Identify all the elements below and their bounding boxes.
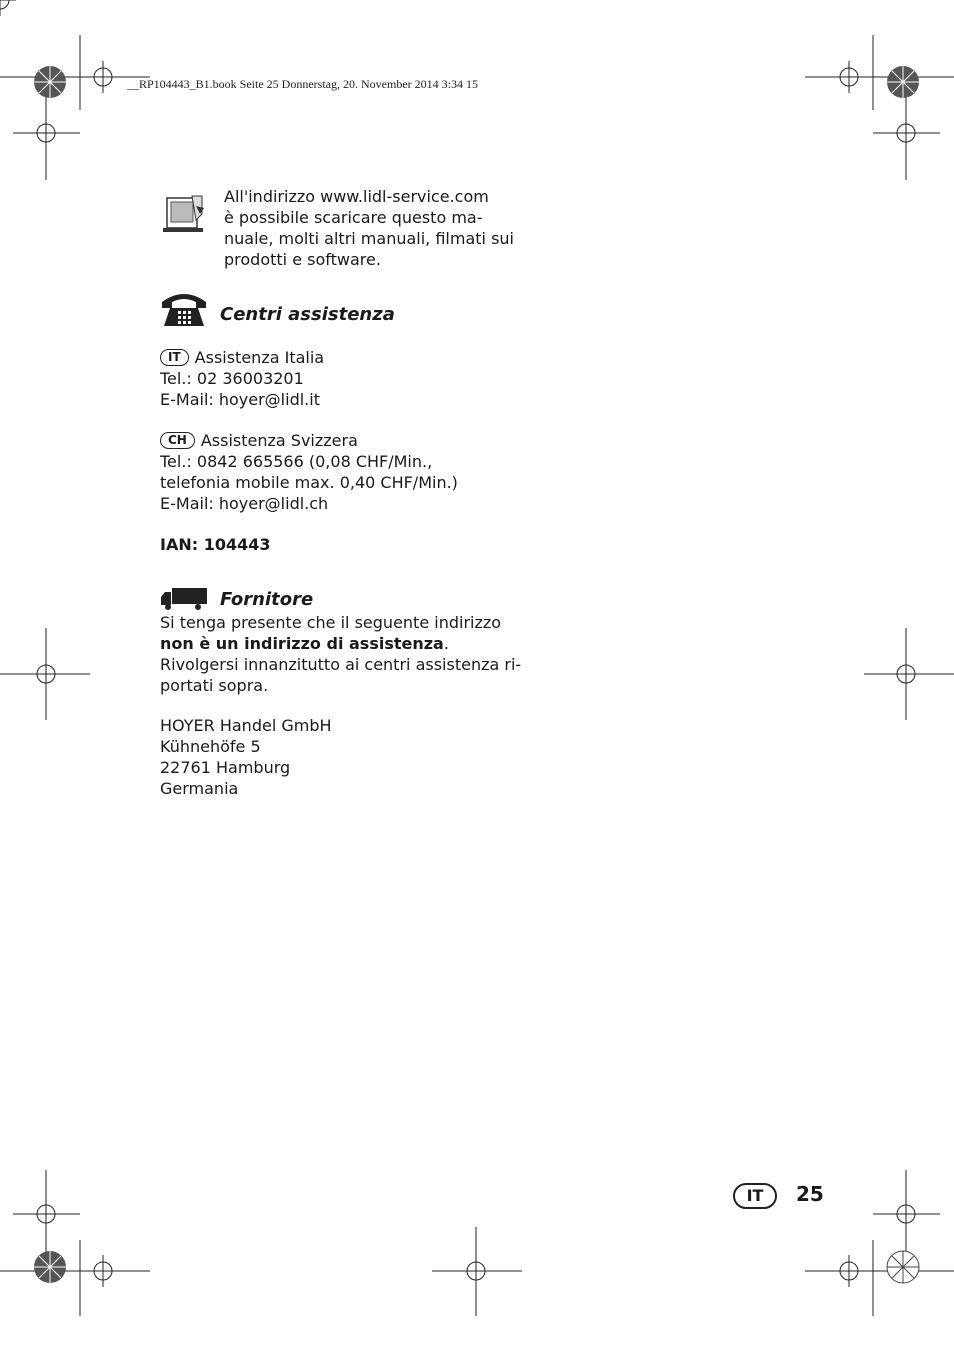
supplier-warning: non è un indirizzo di assistenza [160,634,444,653]
italy-email: E-Mail: hoyer@lidl.it [160,390,320,409]
supplier-text [160,612,521,696]
telephone-icon [160,290,208,328]
swiss-tel-mobile: telefonia mobile max. 0,40 CHF/Min.) [160,473,458,492]
download-line: All'indirizzo www.lidl-service.com [224,187,489,206]
swiss-email: E-Mail: hoyer@lidl.ch [160,494,329,513]
swiss-tel: Tel.: 0842 665566 (0,08 CHF/Min., [160,452,433,471]
download-line: prodotti e software. [224,250,381,269]
supplier-line: Si tenga presente che il seguente indirizzo [160,613,502,632]
service-title: Centri assistenza [220,304,395,325]
ian-number: IAN: 104443 [160,535,271,554]
manual-download-icon [162,192,208,234]
supplier-address [160,715,332,799]
swiss-name: Assistenza Svizzera [200,431,358,450]
book-header-line: __RP104443_B1.book Seite 25 Donnerstag, 20. November 2014 3:34 15 [127,77,478,91]
supplier-line-end: . [443,634,449,653]
italy-name: Assistenza Italia [194,348,325,367]
download-line: è possibile scaricare questo ma- [224,208,483,227]
supplier-title: Fornitore [220,589,314,610]
italy-tel: Tel.: 02 36003201 [160,369,304,388]
download-text [224,186,514,270]
address-line: Kühnehöfe 5 [160,737,261,756]
swiss-badge: CH [160,432,195,449]
italy-badge: IT [160,349,189,366]
supplier-line: portati sopra. [160,676,269,695]
service-swiss-block [160,430,458,514]
address-line: HOYER Handel GmbH [160,716,332,735]
service-italy-block [160,347,324,410]
page-number: 25 [796,1182,824,1206]
address-line: 22761 Hamburg [160,758,291,777]
supplier-line: Rivolgersi innanzitutto ai centri assistenza ri- [160,655,522,674]
truck-icon [160,587,208,611]
download-line: nuale, molti altri manuali, filmati sui [224,229,514,248]
address-line: Germania [160,779,239,798]
language-badge: IT [733,1183,777,1209]
